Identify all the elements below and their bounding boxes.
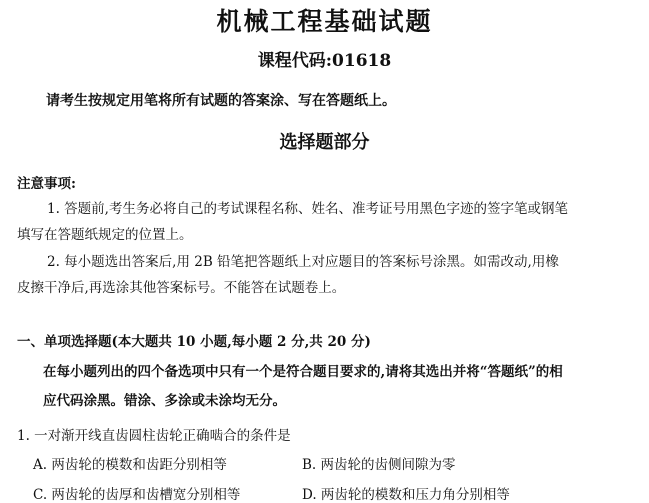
section-title: 选择题部分 (279, 132, 370, 153)
question-1-option-b: B. 两齿轮的齿侧间隙为零 (302, 457, 456, 473)
notice-heading: 注意事项: (17, 176, 76, 192)
notice-item-1-line-1: 1. 答题前,考生务必将自己的考试课程名称、姓名、准考证号用黑色字迹的签字笔或钢笔 (47, 201, 568, 217)
question-1-option-d: D. 两齿轮的模数和压力角分别相等 (302, 487, 510, 503)
question-1-stem: 1. 一对渐开线直齿圆柱齿轮正确啮合的条件是 (17, 428, 291, 444)
notice-item-2-line-1: 2. 每小题选出答案后,用 2B 铅笔把答题纸上对应题目的答案标号涂黑。如需改动,用橡 (47, 254, 559, 270)
question-1-option-c: C. 两齿轮的齿厚和齿槽宽分别相等 (33, 487, 241, 503)
question-1-option-a: A. 两齿轮的模数和齿距分别相等 (33, 457, 227, 473)
part1-heading: 一、单项选择题(本大题共 10 小题,每小题 2 分,共 20 分) (17, 334, 371, 350)
notice-item-1-line-2: 填写在答题纸规定的位置上。 (17, 227, 193, 243)
part1-directions-line-2: 应代码涂黑。错涂、多涂或未涂均无分。 (43, 393, 286, 409)
course-code: 课程代码:01618 (257, 51, 392, 71)
answer-instruction: 请考生按规定用笔将所有试题的答案涂、写在答题纸上。 (46, 93, 396, 109)
part1-directions-line-1: 在每小题列出的四个备选项中只有一个是符合题目要求的,请将其选出并将“答题纸”的相 (43, 364, 563, 380)
notice-item-2-line-2: 皮擦干净后,再选涂其他答案标号。不能答在试题卷上。 (17, 280, 346, 296)
exam-title: 机械工程基础试题 (216, 7, 433, 36)
